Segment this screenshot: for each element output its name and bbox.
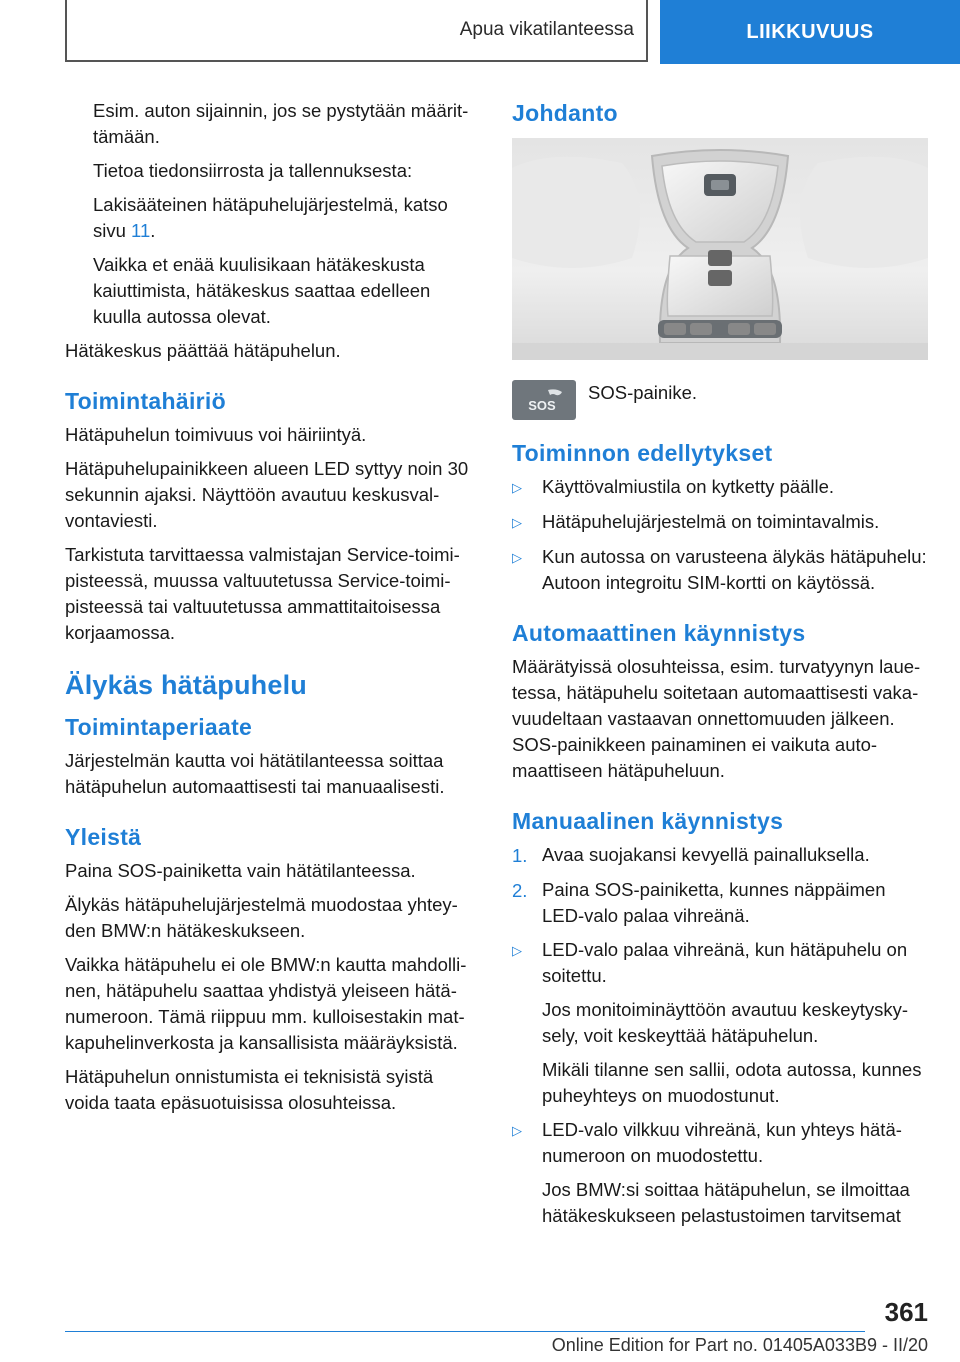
step-item <box>512 842 928 869</box>
footer-divider <box>65 1331 865 1332</box>
result-item <box>512 937 928 1109</box>
right-column <box>512 98 928 1237</box>
list-item <box>512 544 928 596</box>
page-link[interactable]: 11 <box>131 220 151 241</box>
legal-reference <box>65 192 477 244</box>
main-heading: Älykäs hätäpuhelu <box>65 670 307 700</box>
general-paragraph: Paina SOS-painiketta vain hätätilanteessa. <box>65 860 416 881</box>
malfunction-paragraph: Tarkistuta tarvittaessa valmistajan Service-toimipisteessä, muussa valtuutetussa Service-toimipisteessä tai valtuutetussa ammattitaitoisessa korjaamossa. <box>65 544 460 643</box>
result-line: LED-valo vilkkuu vihreänä, kun yhteys hätänumeroon on muodostettu. <box>542 1119 902 1166</box>
chapter-tab[interactable] <box>660 0 960 64</box>
list-item <box>512 509 928 536</box>
general-paragraph: Älykäs hätäpuhelujärjestelmä muodostaa yhteyden BMW:n hätäkeskukseen. <box>65 894 458 941</box>
triangle-bullet-icon: ▷ <box>512 480 522 495</box>
malfunction-heading: Toimintahäiriö <box>65 388 226 414</box>
list-item-text: Kun autossa on varusteena älykäs hätäpuhelu: Autoon integroitu SIM-kortti on käytössä. <box>542 546 927 593</box>
malfunction-paragraph: Hätäpuhelupainikkeen alueen LED syttyy noin 30 sekunnin ajaksi. Näyttöön avautuu keskusvalvontaviesti. <box>65 458 469 531</box>
list-item <box>512 474 928 501</box>
result-line: Jos monitoiminäyttöön avautuu keskeytyskysely, voit keskeyttää hätäpuhelun. <box>542 999 909 1046</box>
malfunction-paragraph: Hätäpuhelun toimivuus voi häiriintyä. <box>65 424 367 445</box>
legal-prefix: Lakisääteinen hätäpuhelujärjestelmä, katso sivu <box>93 194 448 241</box>
result-line: LED-valo palaa vihreänä, kun hätäpuhelu on soitettu. <box>542 939 908 986</box>
intro-item: Vaikka et enää kuulisikaan hätäkeskusta kaiuttimista, hätäkeskus saattaa edelleen kuulla autossa olevat. <box>93 254 431 327</box>
manual-heading: Manuaalinen käynnistys <box>512 808 784 834</box>
page-number: 361 <box>884 1297 928 1327</box>
triangle-bullet-icon: ▷ <box>512 515 522 530</box>
principle-heading: Toimintaperiaate <box>65 714 253 740</box>
result-line: Mikäli tilanne sen sallii, odota autossa, kunnes puheyhteys on muodostunut. <box>542 1059 922 1106</box>
result-line: Jos BMW:si soittaa hätäpuhelun, se ilmoittaa hätäkeskukseen pelastustoimen tarvitsemat <box>542 1179 910 1226</box>
step-number: 2. <box>512 880 528 901</box>
list-item-text: Hätäpuhelujärjestelmä on toimintavalmis. <box>542 511 880 532</box>
triangle-bullet-icon: ▷ <box>512 1123 522 1138</box>
sos-caption: SOS-painike. <box>588 382 697 403</box>
chapter-tab-label: LIIKKUVUUS <box>746 20 874 43</box>
legal-suffix: . <box>150 220 156 241</box>
step-number: 1. <box>512 845 528 866</box>
sos-button-icon <box>512 380 576 420</box>
section-title: Apua vikatilanteessa <box>459 19 634 40</box>
running-header <box>65 0 648 62</box>
auto-text: Määrätyissä olosuhteissa, esim. turvatyynyn lauetessa, hätäpuhelu soitetaan automaattisesti vakavuudeltaan vastaavan onnettomuuden jälkeen. SOS-painikkeen painaminen ei vaikuta automaattiseen hätäpuheluun. <box>512 656 921 781</box>
sos-caption-row <box>512 380 928 420</box>
footer-edition: Online Edition for Part no. 01405A033B9 - II/20 <box>551 1335 928 1355</box>
triangle-bullet-icon: ▷ <box>512 943 522 958</box>
auto-heading: Automaattinen käynnistys <box>512 620 806 646</box>
triangle-bullet-icon: ▷ <box>512 550 522 565</box>
list-item-text: Käyttövalmiustila on kytketty päälle. <box>542 476 835 497</box>
general-paragraph: Vaikka hätäpuhelu ei ole BMW:n kautta mahdollinen, hätäpuhelu saattaa yhdistyä yleiseen hätänumeroon. Tämä riippuu mm. kulloisestakin matkapuhelinverkosta ja kansallisista määräyksistä. <box>65 954 467 1053</box>
general-paragraph: Hätäpuhelun onnistumista ei teknisistä syistä voida taata epäsuotuisissa olosuhteissa. <box>65 1066 434 1113</box>
overhead-console-image <box>512 138 928 360</box>
overhead-console-illustration <box>512 138 928 360</box>
intro-closing: Hätäkeskus päättää hätäpuhelun. <box>65 340 341 361</box>
general-heading: Yleistä <box>65 824 142 850</box>
step-text: Avaa suojakansi kevyellä painalluksella. <box>542 844 870 865</box>
step-text: Paina SOS-painiketta, kunnes näppäimen LED-valo palaa vihreänä. <box>542 879 886 926</box>
intro-item: Esim. auton sijainnin, jos se pystytään määrittämään. <box>93 100 469 147</box>
principle-text: Järjestelmän kautta voi hätätilanteessa soittaa hätäpuhelun automaattisesti tai manuaalisesti. <box>65 750 445 797</box>
sos-icon-label: SOS <box>528 398 556 413</box>
result-item <box>512 1117 928 1229</box>
left-column <box>65 98 477 1124</box>
requirements-heading: Toiminnon edellytykset <box>512 440 773 466</box>
overview-heading: Johdanto <box>512 100 618 126</box>
step-item <box>512 877 928 929</box>
intro-item: Tietoa tiedonsiirrosta ja tallennuksesta: <box>93 160 413 181</box>
